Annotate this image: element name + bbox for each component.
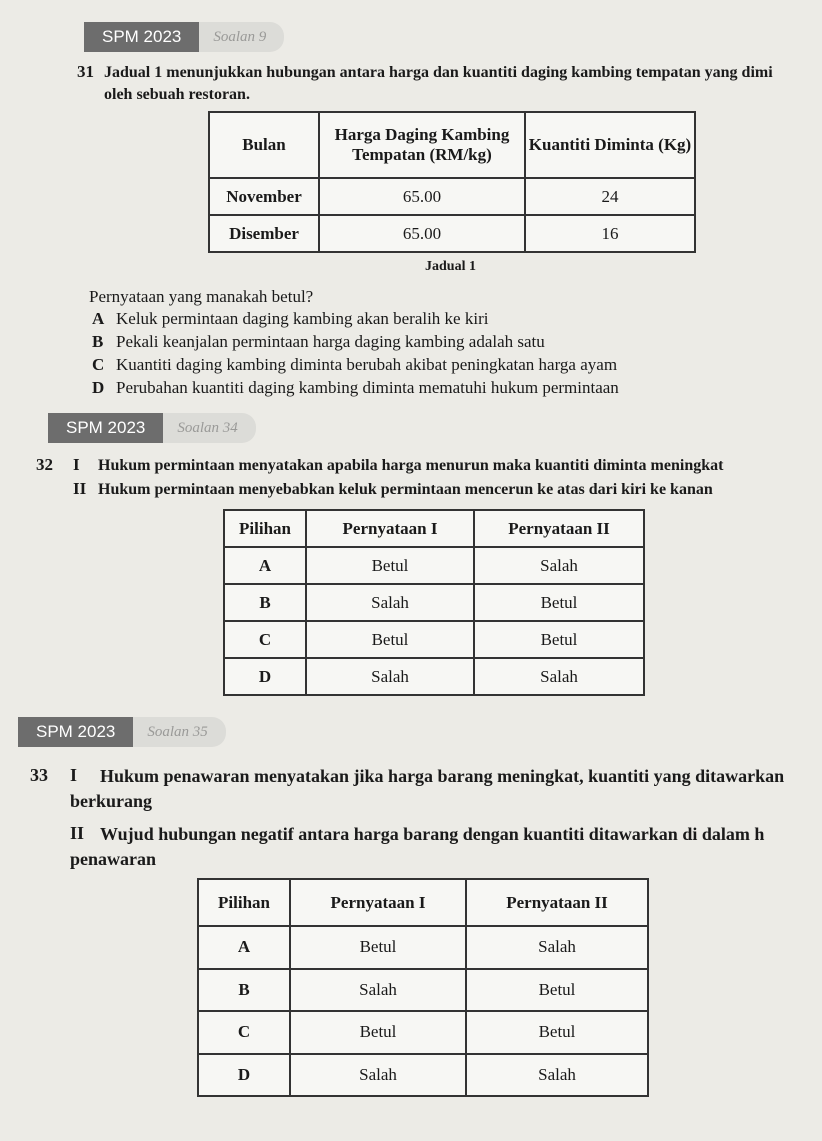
table-row[interactable] <box>198 926 648 969</box>
table-row[interactable] <box>198 969 648 1012</box>
q31-stem-line2: oleh sebuah restoran. <box>104 86 250 103</box>
q32-badge <box>48 413 256 443</box>
choice-letter: C <box>198 1011 290 1054</box>
statement-2-value: Salah <box>466 926 648 969</box>
q32-header-pilihan: Pilihan <box>224 510 306 547</box>
table-row <box>209 178 695 215</box>
q32-badge-year: SPM 2023 <box>48 413 163 443</box>
q31-table <box>208 111 696 253</box>
statement-2-value: Betul <box>466 969 648 1012</box>
statement-1-value: Salah <box>306 584 474 621</box>
q31-question: Pernyataan yang manakah betul? <box>89 287 314 306</box>
option-letter: C <box>92 355 105 374</box>
statement-1-value: Salah <box>290 969 466 1012</box>
statement-2-value: Betul <box>474 584 644 621</box>
option-text: Pekali keanjalan permintaan harga daging kambing adalah satu <box>116 332 545 351</box>
q31-option-b[interactable] <box>92 332 545 352</box>
q32-roman-1: I <box>73 455 80 474</box>
q31-header-bulan: Bulan <box>209 112 319 178</box>
q31-stem-line1: Jadual 1 menunjukkan hubungan antara harga dan kuantiti daging kambing tempatan yang dimi <box>104 64 773 81</box>
q33-roman-2: II <box>70 823 85 843</box>
table-row[interactable] <box>224 547 644 584</box>
q32-statement-1: Hukum permintaan menyatakan apabila harga menurun maka kuantiti diminta meningkat <box>98 457 724 474</box>
q31-option-a[interactable] <box>92 309 488 329</box>
q31-header-harga: Harga Daging Kambing Tempatan (RM/kg) <box>319 112 525 178</box>
statement-2-value: Salah <box>466 1054 648 1097</box>
q32-statement-2: Hukum permintaan menyebabkan keluk permintaan mencerun ke atas dari kiri ke kanan <box>98 481 713 498</box>
q33-table <box>197 878 649 1097</box>
q32-roman-2: II <box>73 479 87 498</box>
q31-badge-year: SPM 2023 <box>84 22 199 52</box>
option-text: Kuantiti daging kambing diminta berubah akibat peningkatan harga ayam <box>116 355 618 374</box>
option-letter: D <box>92 378 105 397</box>
option-text: Keluk permintaan daging kambing akan beralih ke kiri <box>116 309 489 328</box>
option-letter: A <box>92 309 105 328</box>
statement-2-value: Betul <box>474 621 644 658</box>
choice-letter: C <box>224 621 306 658</box>
q31-cell-qty: 24 <box>525 178 695 215</box>
q33-header-pernyataan-2: Pernyataan II <box>466 879 648 926</box>
q31-cell-price: 65.00 <box>319 215 525 252</box>
choice-letter: A <box>224 547 306 584</box>
q33-header-pernyataan-1: Pernyataan I <box>290 879 466 926</box>
statement-1-value: Betul <box>290 926 466 969</box>
q31-cell-month: November <box>209 178 319 215</box>
q32-header-pernyataan-1: Pernyataan I <box>306 510 474 547</box>
table-row[interactable] <box>224 658 644 695</box>
q33-statement-2-line1: Wujud hubungan negatif antara harga barang dengan kuantiti ditawarkan di dalam h <box>100 824 765 844</box>
table-row[interactable] <box>198 1011 648 1054</box>
table-row[interactable] <box>224 621 644 658</box>
q33-number: 33 <box>30 765 48 785</box>
q31-cell-qty: 16 <box>525 215 695 252</box>
statement-2-value: Betul <box>466 1011 648 1054</box>
q31-badge-soalan: Soalan 9 <box>199 22 284 52</box>
table-row <box>209 215 695 252</box>
statement-1-value: Salah <box>306 658 474 695</box>
q33-roman-1: I <box>70 765 78 785</box>
q33-badge-soalan: Soalan 35 <box>133 717 225 747</box>
choice-letter: B <box>198 969 290 1012</box>
q32-number: 32 <box>36 455 53 474</box>
choice-letter: D <box>224 658 306 695</box>
table-row[interactable] <box>198 1054 648 1097</box>
choice-letter: B <box>224 584 306 621</box>
q31-cell-month: Disember <box>209 215 319 252</box>
q32-header-pernyataan-2: Pernyataan II <box>474 510 644 547</box>
statement-1-value: Betul <box>306 621 474 658</box>
q31-cell-price: 65.00 <box>319 178 525 215</box>
option-letter: B <box>92 332 104 351</box>
statement-1-value: Betul <box>306 547 474 584</box>
q32-badge-soalan: Soalan 34 <box>163 413 255 443</box>
q31-number: 31 <box>77 62 94 81</box>
q33-header-pilihan: Pilihan <box>198 879 290 926</box>
q31-badge <box>84 22 284 52</box>
q31-option-c[interactable] <box>92 355 617 375</box>
q33-badge-year: SPM 2023 <box>18 717 133 747</box>
table-row[interactable] <box>224 584 644 621</box>
q33-statement-1-line1: Hukum penawaran menyatakan jika harga barang meningkat, kuantiti yang ditawarkan <box>100 766 785 786</box>
statement-2-value: Salah <box>474 658 644 695</box>
q32-table <box>223 509 645 696</box>
statement-2-value: Salah <box>474 547 644 584</box>
statement-1-value: Salah <box>290 1054 466 1097</box>
q33-statement-2-line2: penawaran <box>70 849 157 869</box>
choice-letter: D <box>198 1054 290 1097</box>
q31-caption: Jadual 1 <box>425 259 476 274</box>
q33-badge <box>18 717 226 747</box>
q31-header-kuantiti: Kuantiti Diminta (Kg) <box>525 112 695 178</box>
statement-1-value: Betul <box>290 1011 466 1054</box>
choice-letter: A <box>198 926 290 969</box>
q31-option-d[interactable] <box>92 378 619 398</box>
q33-statement-1-line2: berkurang <box>70 791 153 811</box>
option-text: Perubahan kuantiti daging kambing diminta mematuhi hukum permintaan <box>116 378 619 397</box>
